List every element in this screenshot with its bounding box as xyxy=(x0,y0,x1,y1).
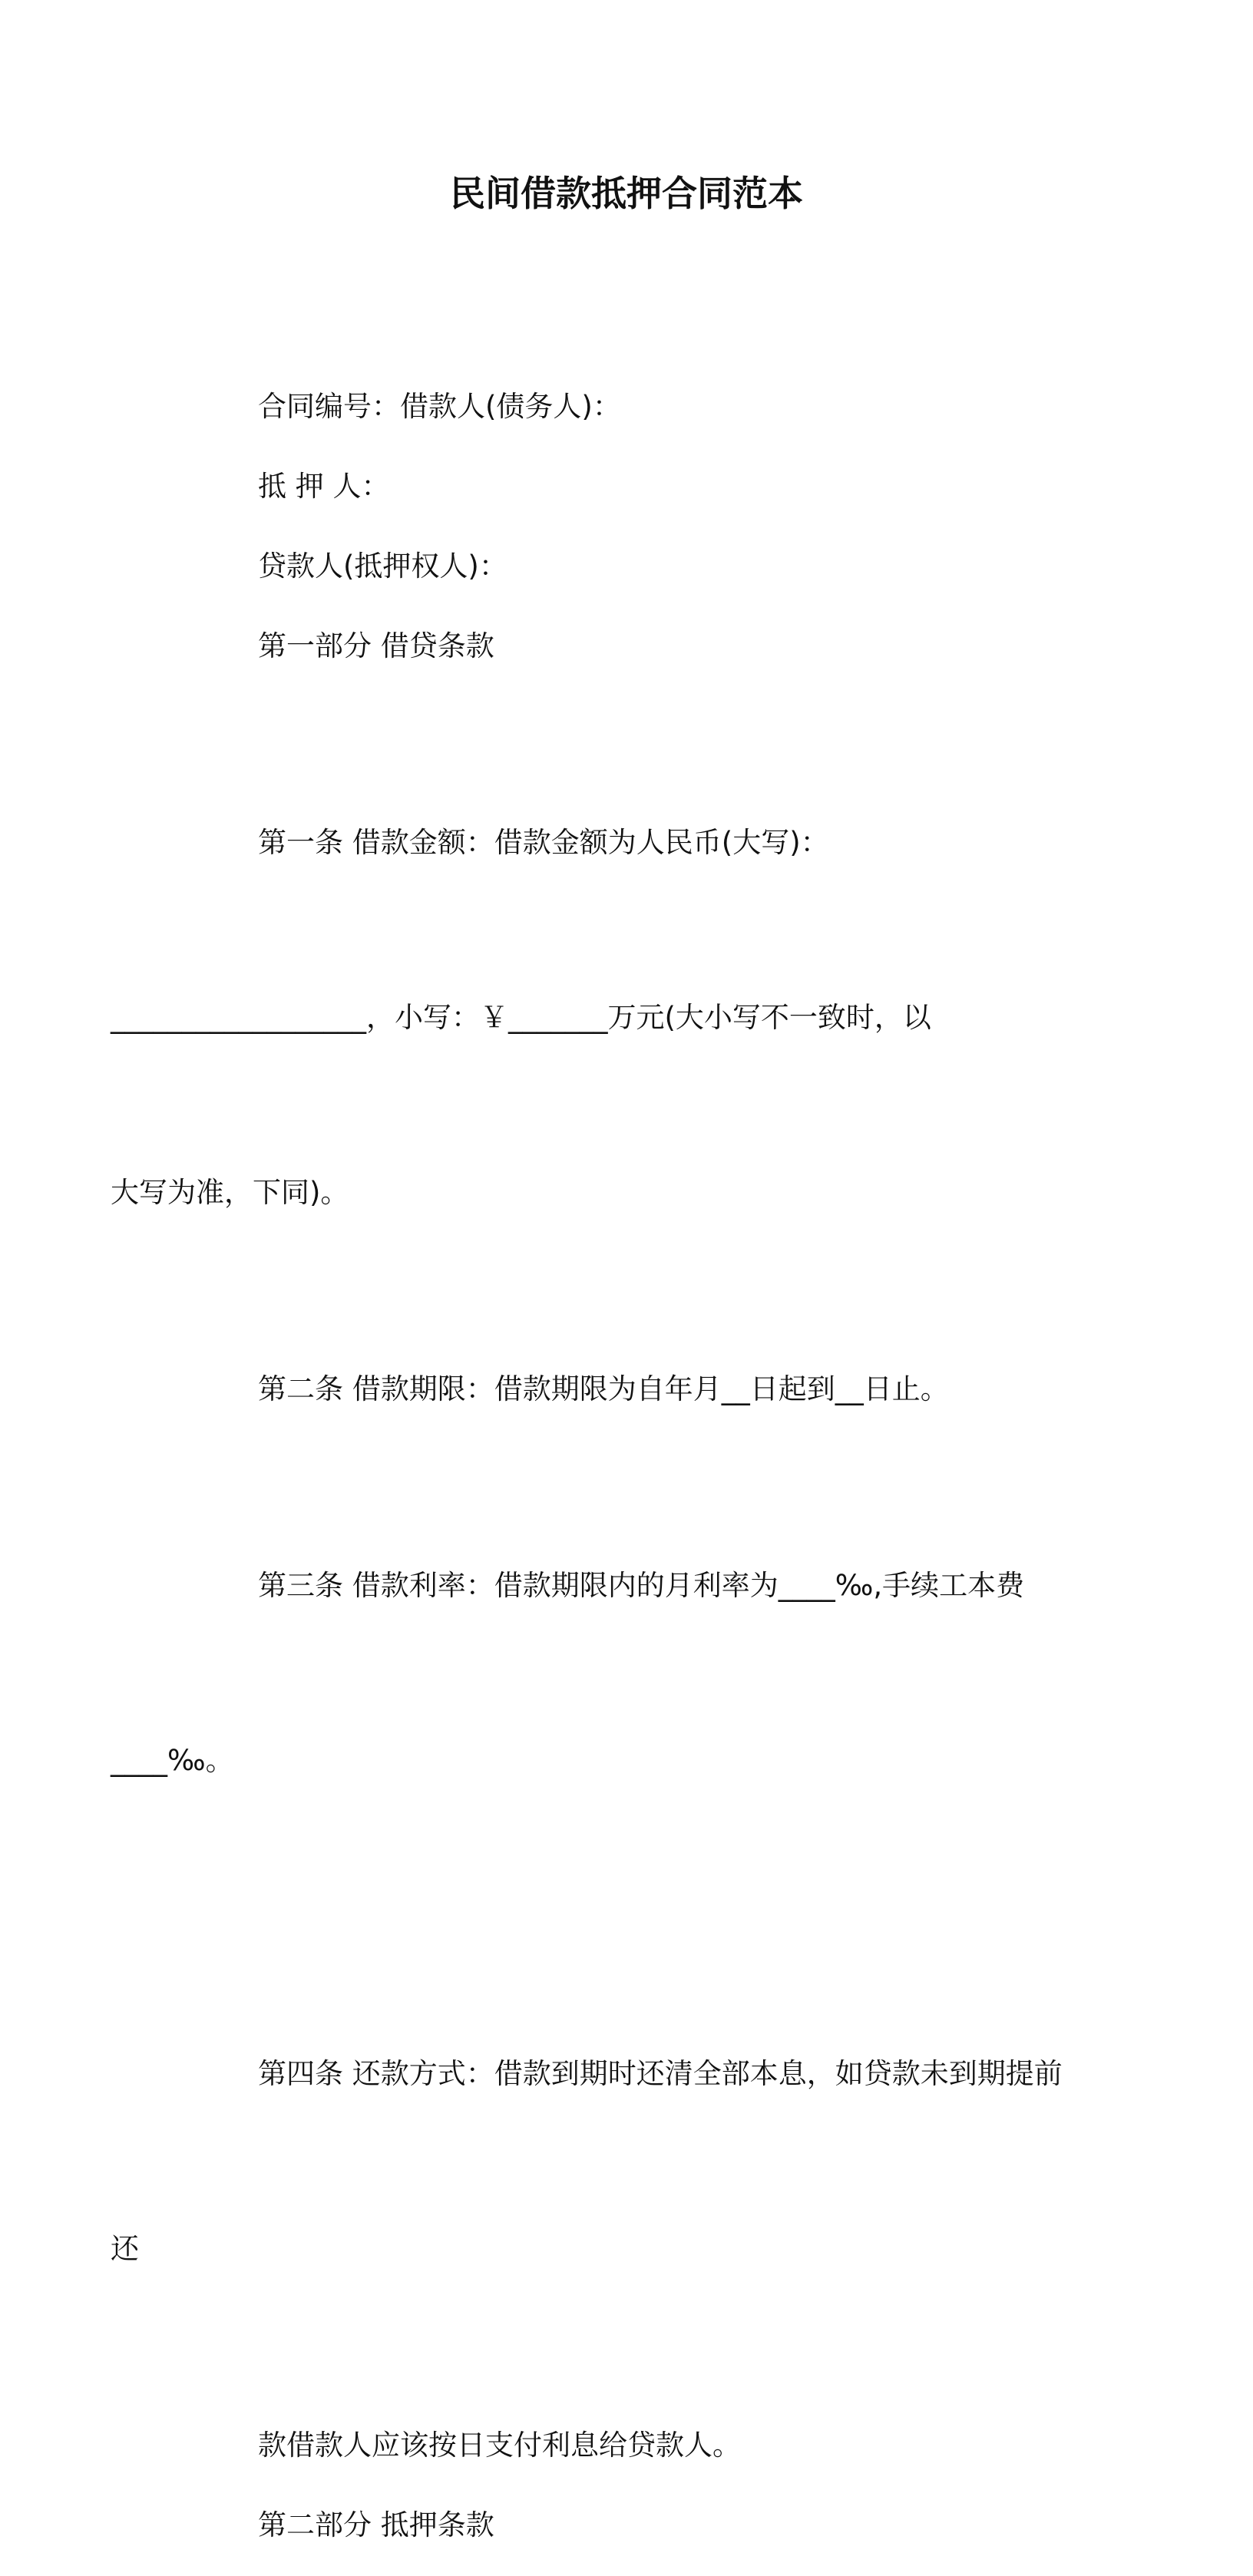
article-two-loan-term: 第二条 借款期限：借款期限为自年月__日起到__日止。 xyxy=(258,1372,949,1405)
article-one-line-2: __________________，小写：￥_______万元(大小写不一致时，以 xyxy=(111,1001,931,1034)
part-two-heading: 第二部分 抵押条款 xyxy=(258,2508,494,2541)
contract-number-borrower-field: 合同编号：借款人(债务人)： xyxy=(258,390,621,423)
article-three-line-1: 第三条 借款利率：借款期限内的月利率为____‰,手续工本费 xyxy=(258,1569,1025,1602)
lender-field: 贷款人(抵押权人)： xyxy=(258,550,507,583)
article-four-line-1: 第四条 还款方式：借款到期时还清全部本息，如贷款未到期提前 xyxy=(258,2057,1063,2090)
article-one-line-3: 大写为准，下同)。 xyxy=(111,1176,349,1209)
article-four-repayment xyxy=(111,1928,1067,2395)
article-three-interest-rate xyxy=(111,1440,1067,1907)
article-four-continuation: 款借款人应该按日支付利息给贷款人。 xyxy=(258,2429,741,2462)
part-one-heading: 第一部分 借贷条款 xyxy=(258,629,494,662)
article-four-line-2: 还 xyxy=(111,2232,139,2265)
mortgagor-field: 抵 押 人： xyxy=(258,470,390,503)
article-one-line-1: 第一条 借款金额：借款金额为人民币(大写)： xyxy=(258,826,829,859)
article-three-line-2: ____‰。 xyxy=(111,1744,234,1777)
document-title: 民间借款抵押合同范本 xyxy=(450,173,803,214)
document-body xyxy=(111,378,1067,2576)
article-one-loan-amount xyxy=(111,697,1067,1339)
